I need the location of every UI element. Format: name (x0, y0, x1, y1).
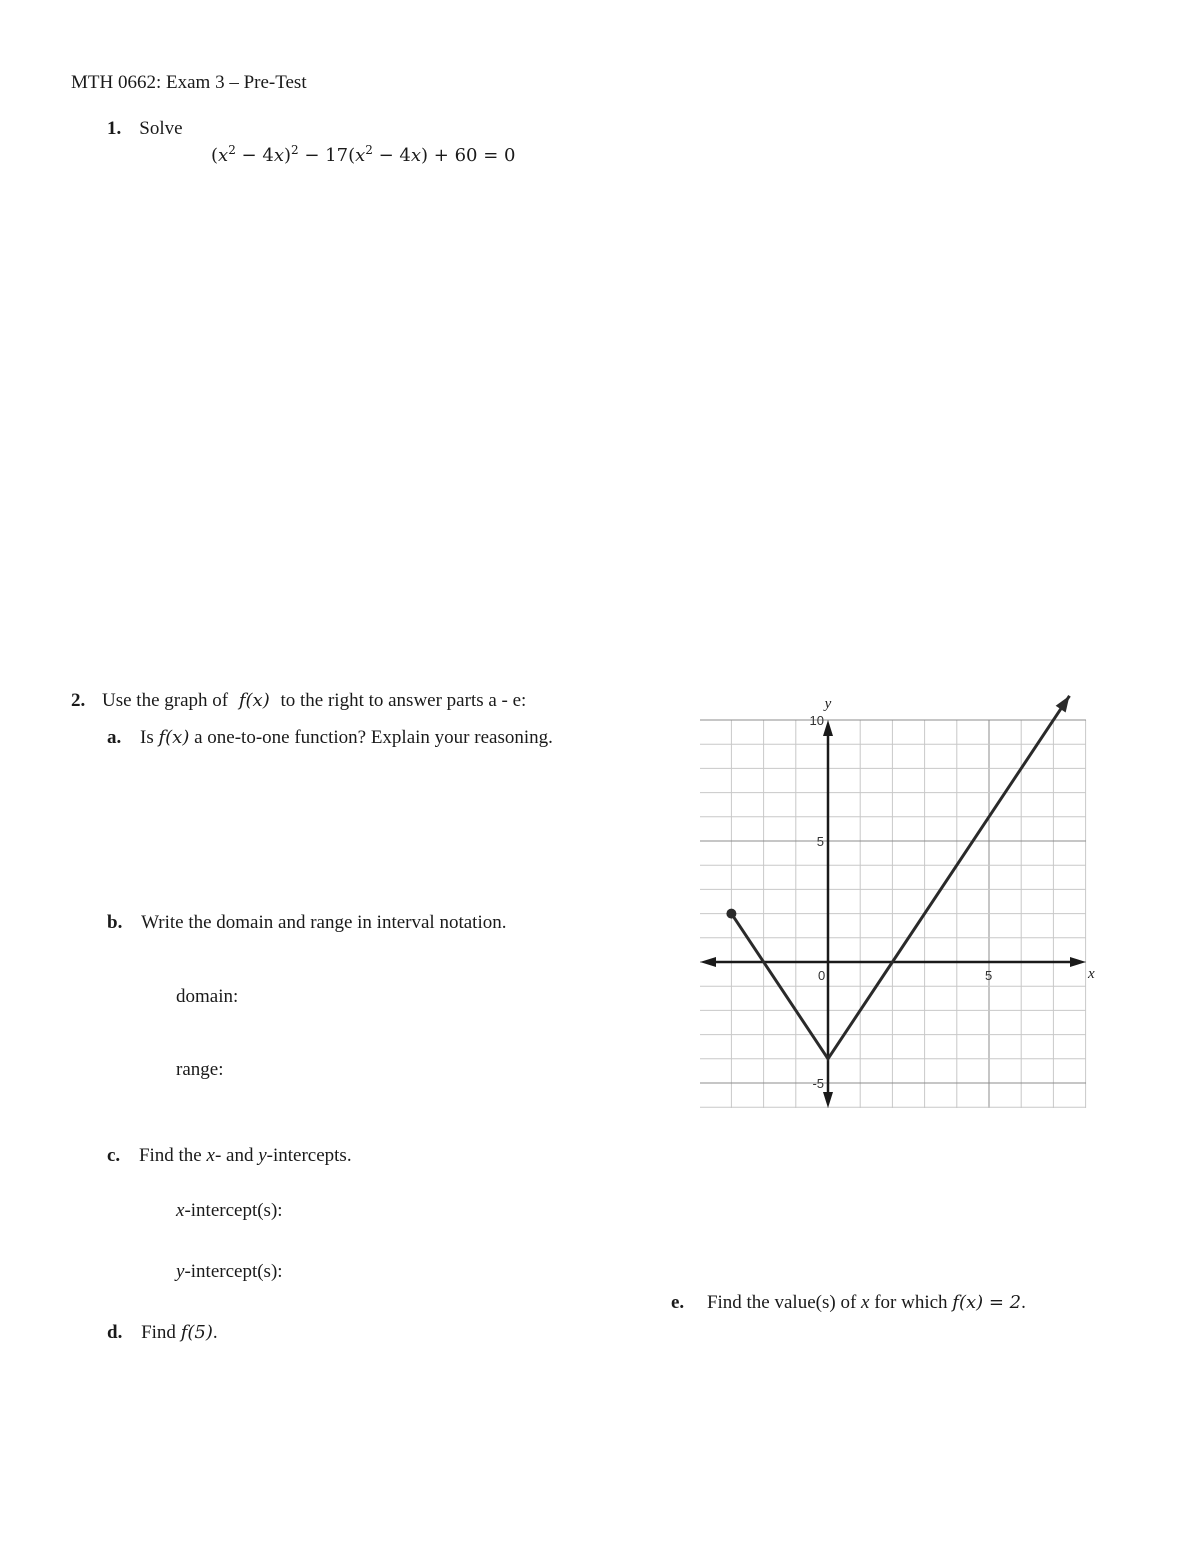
curve-arrow (1056, 696, 1070, 713)
variable-x: x (176, 1200, 185, 1221)
variable-y: y (176, 1261, 185, 1282)
variable-y: y (258, 1145, 267, 1166)
x-tick-label: 0 (818, 968, 826, 983)
part-letter: d. (107, 1322, 123, 1343)
part-text: Find (141, 1322, 176, 1343)
question-number: 1. (107, 118, 122, 139)
label-text: -intercept(s): (184, 1261, 283, 1282)
eq-part: − 17( (298, 145, 356, 166)
y-tick-label: 10 (809, 713, 824, 728)
y-axis-label: y (824, 696, 832, 712)
part-text-rest: . (1021, 1292, 1026, 1313)
variable-x: x (861, 1292, 870, 1313)
closed-endpoint (726, 909, 736, 919)
page-title: MTH 0662: Exam 3 – Pre-Test (71, 72, 307, 93)
eq-part: − 4 (235, 145, 274, 166)
eq-part: ) + 60 = 0 (421, 145, 516, 166)
part-text: Find the (138, 1145, 202, 1166)
part-letter: e. (671, 1292, 685, 1313)
part-text: Write the domain and range in interval notation. (141, 912, 507, 933)
eq-exp: 2 (228, 143, 236, 157)
function-notation: f(x) = 2 (952, 1292, 1022, 1313)
x-axis-label: x (1088, 966, 1095, 982)
eq-exp: 2 (291, 143, 299, 157)
y-tick-label: -5 (812, 1076, 824, 1091)
y-axis-arrow-up (823, 720, 833, 736)
x-axis-arrow-left (700, 957, 716, 967)
part-letter: b. (107, 912, 123, 933)
function-notation: f(5) (180, 1322, 213, 1343)
eq-var: x (273, 145, 284, 166)
question-prompt: Solve (139, 118, 183, 139)
part-letter: a. (107, 727, 122, 748)
part-text-rest: a one-to-one function? Explain your reasoning. (194, 727, 553, 748)
function-curve (731, 696, 1069, 1059)
part-text: Find the value(s) of (706, 1292, 857, 1313)
part-text: Is (140, 727, 154, 748)
y-axis-arrow-down (823, 1092, 833, 1108)
question-number: 2. (71, 690, 86, 711)
variable-x: x (206, 1145, 215, 1166)
question-prompt-rest: to the right to answer parts a - e: (280, 690, 527, 711)
function-notation: f(x) (158, 727, 190, 748)
y-tick-label: 5 (816, 834, 824, 849)
part-text: -intercepts. (266, 1145, 352, 1166)
eq-var: x (410, 145, 422, 166)
x-axis-arrow-right (1070, 957, 1086, 967)
part-text-rest: . (212, 1322, 218, 1343)
part-text: for which (874, 1292, 948, 1313)
part-text: - and (214, 1145, 254, 1166)
range-label: range: (176, 1059, 224, 1080)
x-tick-label: 5 (985, 968, 993, 983)
domain-label: domain: (176, 986, 239, 1007)
eq-var: x (355, 145, 366, 166)
part-letter: c. (107, 1145, 121, 1166)
eq-part: − 4 (372, 145, 411, 166)
eq-exp: 2 (365, 143, 373, 157)
label-text: -intercept(s): (184, 1200, 283, 1221)
eq-part: ( (211, 145, 219, 166)
function-notation: f(x) (238, 690, 270, 711)
eq-part: ) (283, 145, 291, 166)
question-prompt: Use the graph of (102, 690, 229, 711)
eq-var: x (218, 145, 229, 166)
